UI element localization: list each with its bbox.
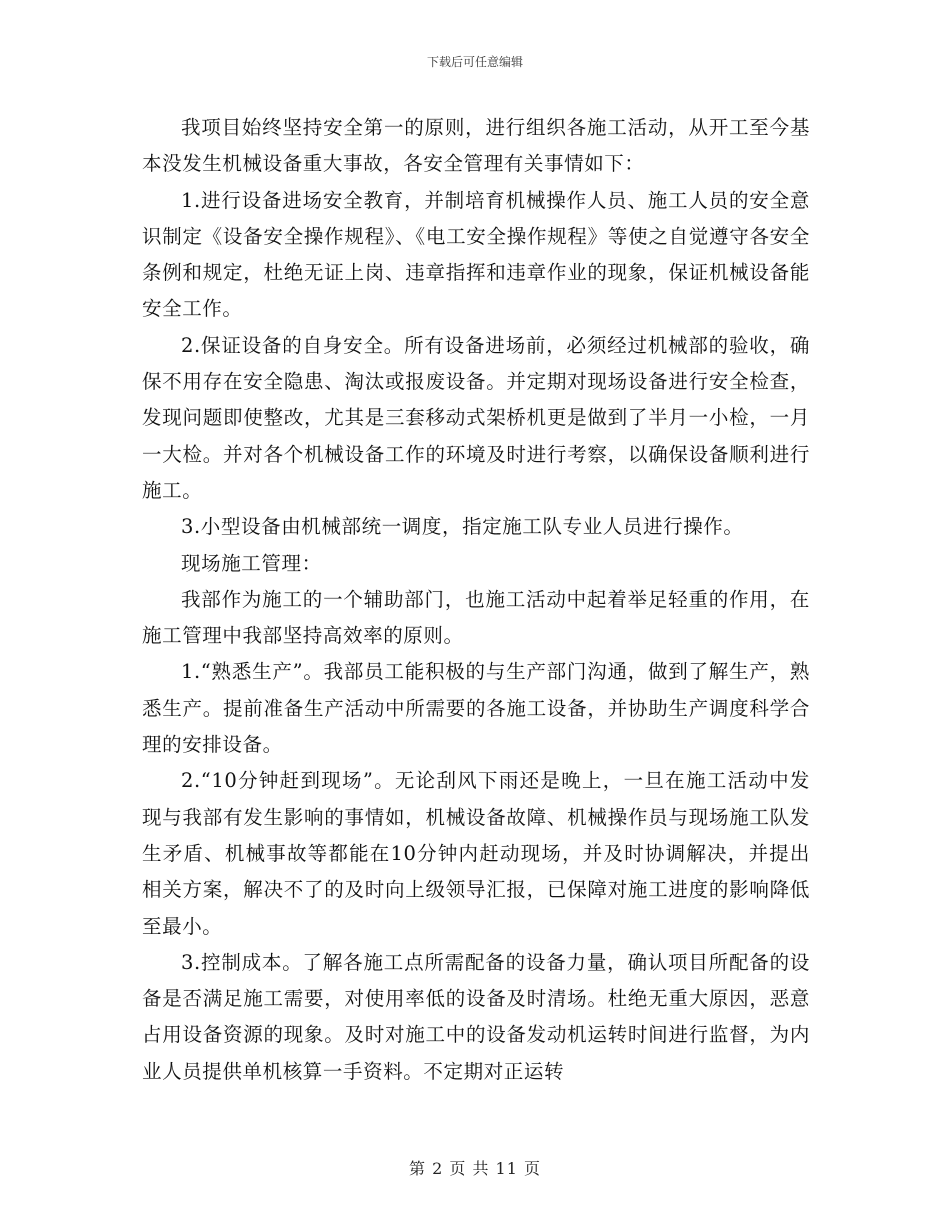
paragraph-safety-3: 3.小型设备由机械部统一调度，指定施工队专业人员进行操作。 <box>181 515 744 539</box>
paragraph-site-3: 3.控制成本。了解各施工点所需配备的设备力量，确认项目所配备的设备是否满足施工需要，对使用率低的设备及时清场。杜绝无重大原因，恶意占用设备资源的现象。及时对施工中的设备发动机运转时间进行监督，为内业人员提供单机核算一手资料。不定期对正运转 <box>142 950 810 1083</box>
paragraph-safety-1: 1.进行设备进场安全教育，并制培育机械操作人员、施工人员的安全意识制定《设备安全操作规程》、《电工安全操作规程》等使之自觉遵守各安全条例和规定，杜绝无证上岗、违章指挥和违章作业的现象，保证机械设备能安全工作。 <box>142 188 810 321</box>
paragraph-site-1: 1.“熟悉生产”。我部员工能积极的与生产部门沟通，做到了解生产，熟悉生产。提前准备生产活动中所需要的各施工设备，并协助生产调度科学合理的安排设备。 <box>142 660 810 757</box>
paragraph-site-intro: 我部作为施工的一个辅助部门，也施工活动中起着举足轻重的作用，在施工管理中我部坚持高效率的原则。 <box>142 587 810 648</box>
paragraph-safety-2: 2.保证设备的自身安全。所有设备进场前，必须经过机械部的验收，确保不用存在安全隐患、淘汰或报废设备。并定期对现场设备进行安全检查，发现问题即使整改，尤其是三套移动式架桥机更是做到了半月一小检，一月一大检。并对各个机械设备工作的环境及时进行考察，以确保设备顺利进行施工。 <box>142 333 810 502</box>
document-body <box>142 110 810 1090</box>
page-header: 下载后可任意编辑 <box>426 55 523 69</box>
section-heading-site-management: 现场施工管理： <box>181 551 322 575</box>
paragraph-site-2: 2.“10分钟赶到现场”。无论刮风下雨还是晚上，一旦在施工活动中发现与我部有发生影响的事情如，机械设备故障、机械操作员与现场施工队发生矛盾、机械事故等都能在10分钟内赶动现场，并及时协调解决，并提出相关方案，解决不了的及时向上级领导汇报，已保障对施工进度的影响降低至最小。 <box>142 769 810 938</box>
page-footer: 第 2 页 共 11 页 <box>409 1159 541 1178</box>
paragraph-intro: 我项目始终坚持安全第一的原则，进行组织各施工活动，从开工至今基本没发生机械设备重大事故，各安全管理有关事情如下： <box>142 116 810 176</box>
